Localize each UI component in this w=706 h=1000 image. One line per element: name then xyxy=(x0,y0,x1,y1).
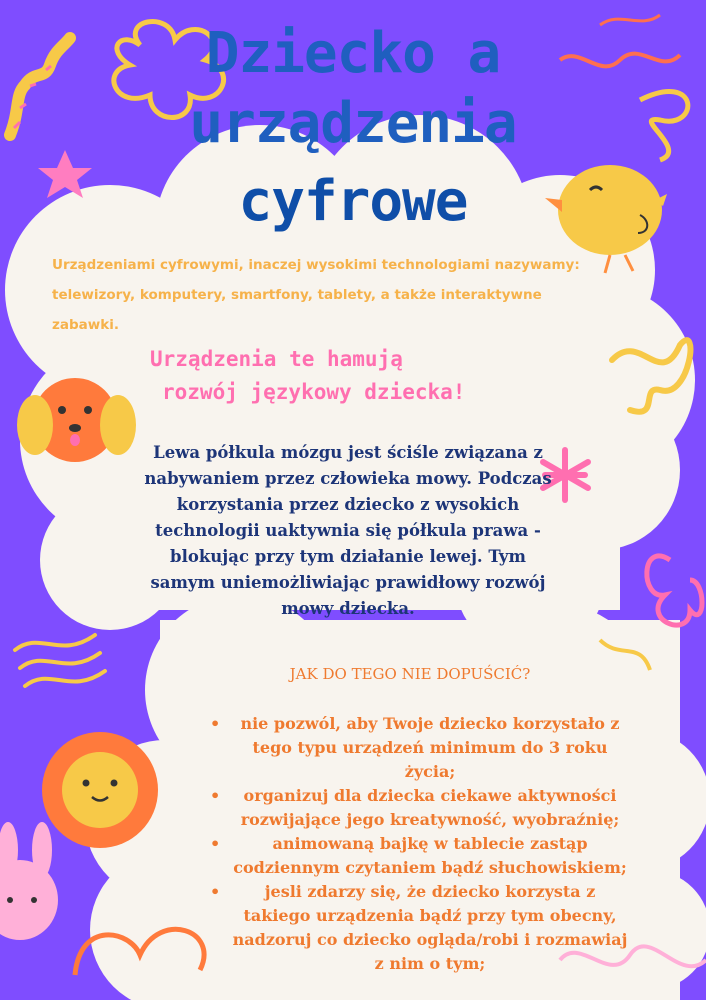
tip-line: nadzoruj co dziecko ogląda/robi i rozmawiaj xyxy=(232,930,628,949)
tip-line: życia; xyxy=(404,762,456,781)
page-title-line-1: Dziecko a xyxy=(205,21,501,86)
bunny-icon xyxy=(0,822,58,940)
list-item xyxy=(210,784,650,832)
bullet-icon: • xyxy=(210,834,221,853)
tip-line: z nim o tym; xyxy=(374,954,486,973)
warning-line-1: Urządzenia te hamują xyxy=(150,347,403,371)
list-item xyxy=(210,832,650,880)
prevention-heading: JAK DO TEGO NIE DOPUŚCIĆ? xyxy=(289,665,531,683)
explanation-paragraph xyxy=(118,440,578,622)
tip-line: organizuj dla dziecka ciekawe aktywności xyxy=(243,786,617,805)
intro-line-3: zabawki. xyxy=(52,317,119,333)
list-item xyxy=(210,880,650,976)
tips-list xyxy=(210,712,650,976)
body-line-5: blokując przy tym działanie lewej. Tym xyxy=(170,547,526,566)
tip-line: nie pozwól, aby Twoje dziecko korzystało z xyxy=(240,714,620,733)
page-title-line-3: cyfrowe xyxy=(238,169,468,234)
body-line-6: samym uniemożliwiając prawidłowy rozwój xyxy=(150,573,546,592)
intro-line-2: telewizory, komputery, smartfony, tablety, a także interaktywne xyxy=(52,287,542,303)
body-line-4: technologii uaktywnia się półkula prawa - xyxy=(155,521,541,540)
intro-text xyxy=(52,250,652,340)
wavy-lines-icon xyxy=(15,635,105,686)
tip-line: takiego urządzenia bądź przy tym obecny, xyxy=(243,906,617,925)
lion-icon xyxy=(42,732,158,848)
body-line-3: korzystania przez dziecko z wysokich xyxy=(176,495,520,514)
page-title-line-2: urządzenia xyxy=(189,91,517,156)
list-item xyxy=(210,712,650,784)
tip-line: tego typu urządzeń minimum do 3 roku xyxy=(252,738,608,757)
bullet-icon: • xyxy=(210,786,221,805)
tip-line: animowaną bajkę w tablecie zastąp xyxy=(272,834,588,853)
body-line-7: mowy dziecka. xyxy=(281,599,415,618)
warning-line-2: rozwój językowy dziecka! xyxy=(162,380,466,404)
body-line-2: nabywaniem przez człowieka mowy. Podczas xyxy=(144,469,552,488)
tip-line: jesli zdarzy się, że dziecko korzysta z xyxy=(264,882,596,901)
bullet-icon: • xyxy=(210,882,221,901)
bullet-icon: • xyxy=(210,714,221,733)
tip-line: rozwijające jego kreatywność, wyobraźnię; xyxy=(240,810,620,829)
intro-line-1: Urządzeniami cyfrowymi, inaczej wysokimi technologiami nazywamy: xyxy=(52,257,580,273)
tip-line: codziennym czytaniem bądź słuchowiskiem; xyxy=(233,858,627,877)
warning-heading xyxy=(150,343,570,409)
body-line-1: Lewa półkula mózgu jest ściśle związana z xyxy=(153,443,543,462)
